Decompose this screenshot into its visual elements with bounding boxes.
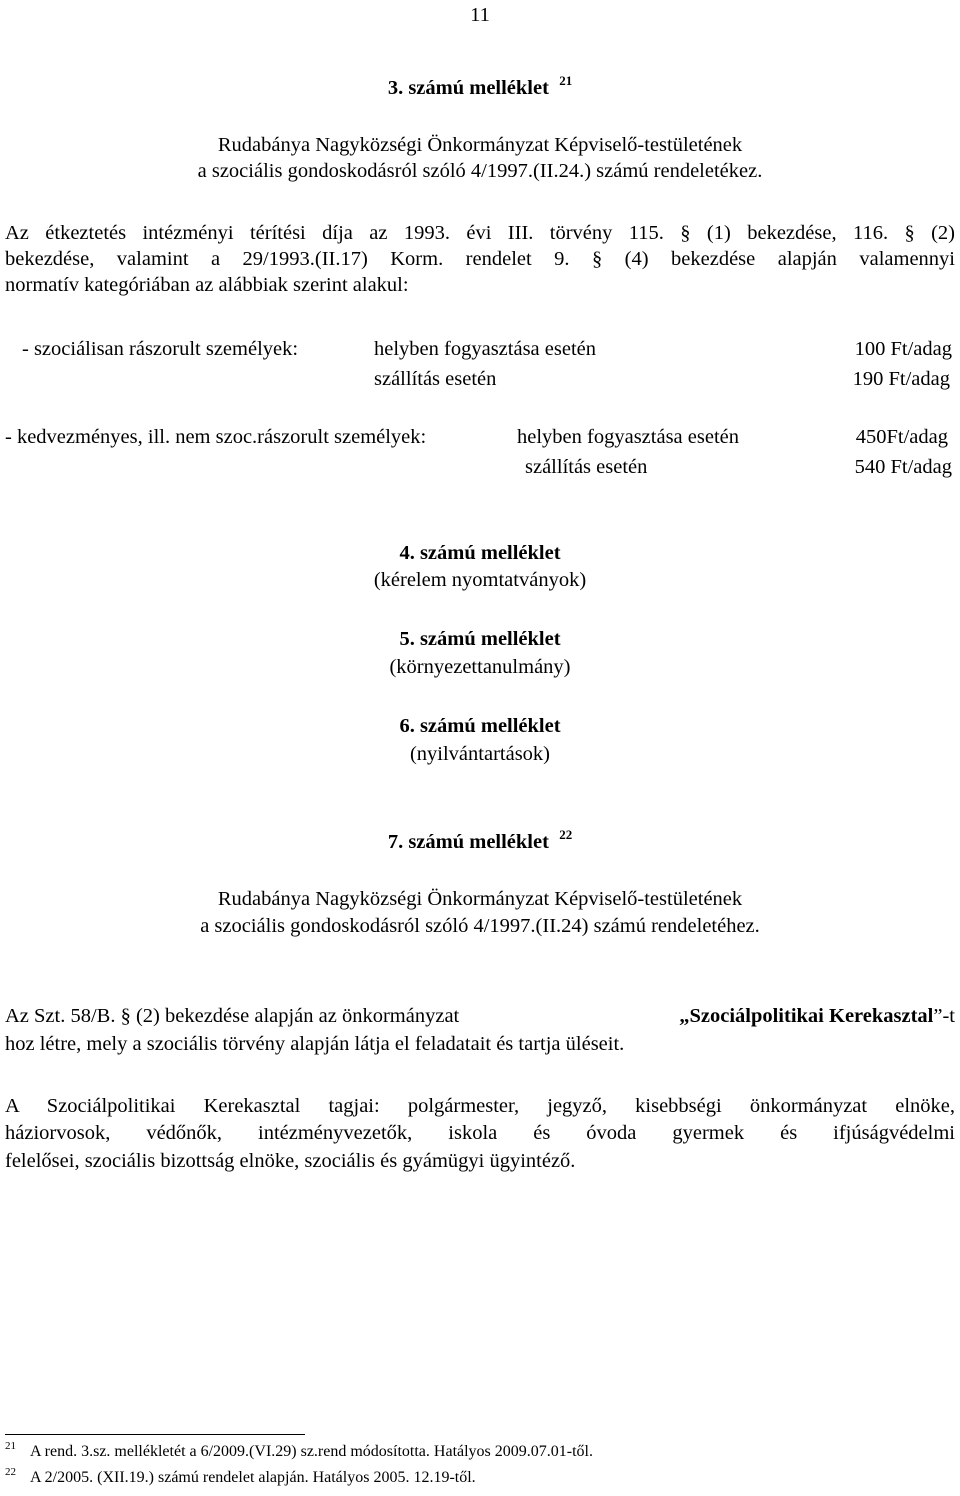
price-row2-a-desc: helyben fogyasztása esetén — [517, 426, 739, 448]
annex7-subtitle-line1: Rudabánya Nagyközségi Önkormányzat Képviselő-testületének — [217, 888, 743, 910]
annex7-para1-line2: hoz létre, mely a szociális törvény alapján látja el feladatait és tartja üléseit. — [5, 1033, 625, 1055]
annex4-subtitle: (kérelem nyomtatványok) — [373, 569, 587, 591]
footnote-21-text: A rend. 3.sz. mellékletét a 6/2009.(VI.29) sz.rend módosította. Hatályos 2009.07.01-től. — [30, 1443, 593, 1460]
annex3-footnote-ref: 21 — [559, 73, 573, 88]
annex7-para1-line1-after: ”-t — [933, 1005, 955, 1027]
annex3-title — [0, 75, 960, 103]
footnote-22-number: 22 — [5, 1466, 16, 1478]
footnote-21-number: 21 — [5, 1440, 16, 1452]
annex7-para2-line1: A Szociálpolitikai Kerekasztal tagjai: polgármester, jegyző, kisebbségi önkormányzat elnöke, — [5, 1095, 955, 1117]
price-row1-a-price: 100 Ft/adag — [854, 338, 952, 360]
price-row2-b-desc: szállítás esetén — [525, 456, 648, 478]
annex7-para1-line1 — [5, 1003, 955, 1029]
price-row1-a-desc: helyben fogyasztása esetén — [374, 338, 596, 360]
annex3-paragraph-line3: normatív kategóriában az alábbiak szerint alakul: — [5, 274, 409, 296]
price-row2-a-price: 450Ft/adag — [855, 426, 948, 448]
annex7-title — [0, 829, 960, 857]
footnote-21 — [5, 1442, 593, 1463]
price-row1-b-price: 190 Ft/adag — [852, 368, 950, 390]
price-row2-b-price: 540 Ft/adag — [854, 456, 952, 478]
annex3-paragraph-line2: bekezdése, valamint a 29/1993.(II.17) Korm. rendelet 9. § (4) bekezdése alapján valamennyi — [5, 248, 955, 270]
price-row1-label: - szociálisan rászorult személyek: — [22, 338, 299, 360]
annex3-title-text: 3. számú melléklet — [387, 77, 549, 99]
footnote-22 — [5, 1468, 476, 1489]
annex3-subtitle-line2: a szociális gondoskodásról szóló 4/1997.(II.24.) számú rendeletékez. — [197, 160, 763, 182]
annex4-title: 4. számú melléklet — [399, 542, 561, 564]
price-row2-label: - kedvezményes, ill. nem szoc.rászorult személyek: — [5, 426, 427, 448]
annex7-para1-line1-before: Az Szt. 58/B. § (2) bekezdése alapján az önkormányzat — [5, 1005, 460, 1027]
annex7-kerekasztal-name: „Szociálpolitikai Kerekasztal — [679, 1005, 934, 1027]
annex5-subtitle: (környezettanulmány) — [389, 656, 571, 678]
annex3-subtitle-line1: Rudabánya Nagyközségi Önkormányzat Képviselő-testületének — [217, 134, 743, 156]
footnote-22-text: A 2/2005. (XII.19.) számú rendelet alapján. Hatályos 2005. 12.19-től. — [30, 1469, 476, 1486]
annex7-title-text: 7. számú melléklet — [387, 831, 549, 853]
annex7-para2-line2: háziorvosok, védőnők, intézményvezetők, iskola és óvoda gyermek és ifjúságvédelmi — [5, 1122, 955, 1144]
price-row1-b-desc: szállítás esetén — [374, 368, 497, 390]
page-number: 11 — [470, 4, 490, 26]
annex6-subtitle: (nyilvántartások) — [409, 743, 551, 765]
annex7-para2-line3: felelősei, szociális bizottság elnöke, szociális és gyámügyi ügyintéző. — [5, 1150, 576, 1172]
annex6-title: 6. számú melléklet — [399, 715, 561, 737]
footnote-separator — [5, 1434, 305, 1435]
annex7-subtitle-line2: a szociális gondoskodásról szóló 4/1997.(II.24) számú rendeletéhez. — [200, 915, 760, 937]
annex5-title: 5. számú melléklet — [399, 628, 561, 650]
annex3-paragraph-line1: Az étkeztetés intézményi térítési díja az 1993. évi III. törvény 115. § (1) bekezdése, 116. § (2) — [5, 222, 955, 244]
annex7-footnote-ref: 22 — [559, 827, 573, 842]
